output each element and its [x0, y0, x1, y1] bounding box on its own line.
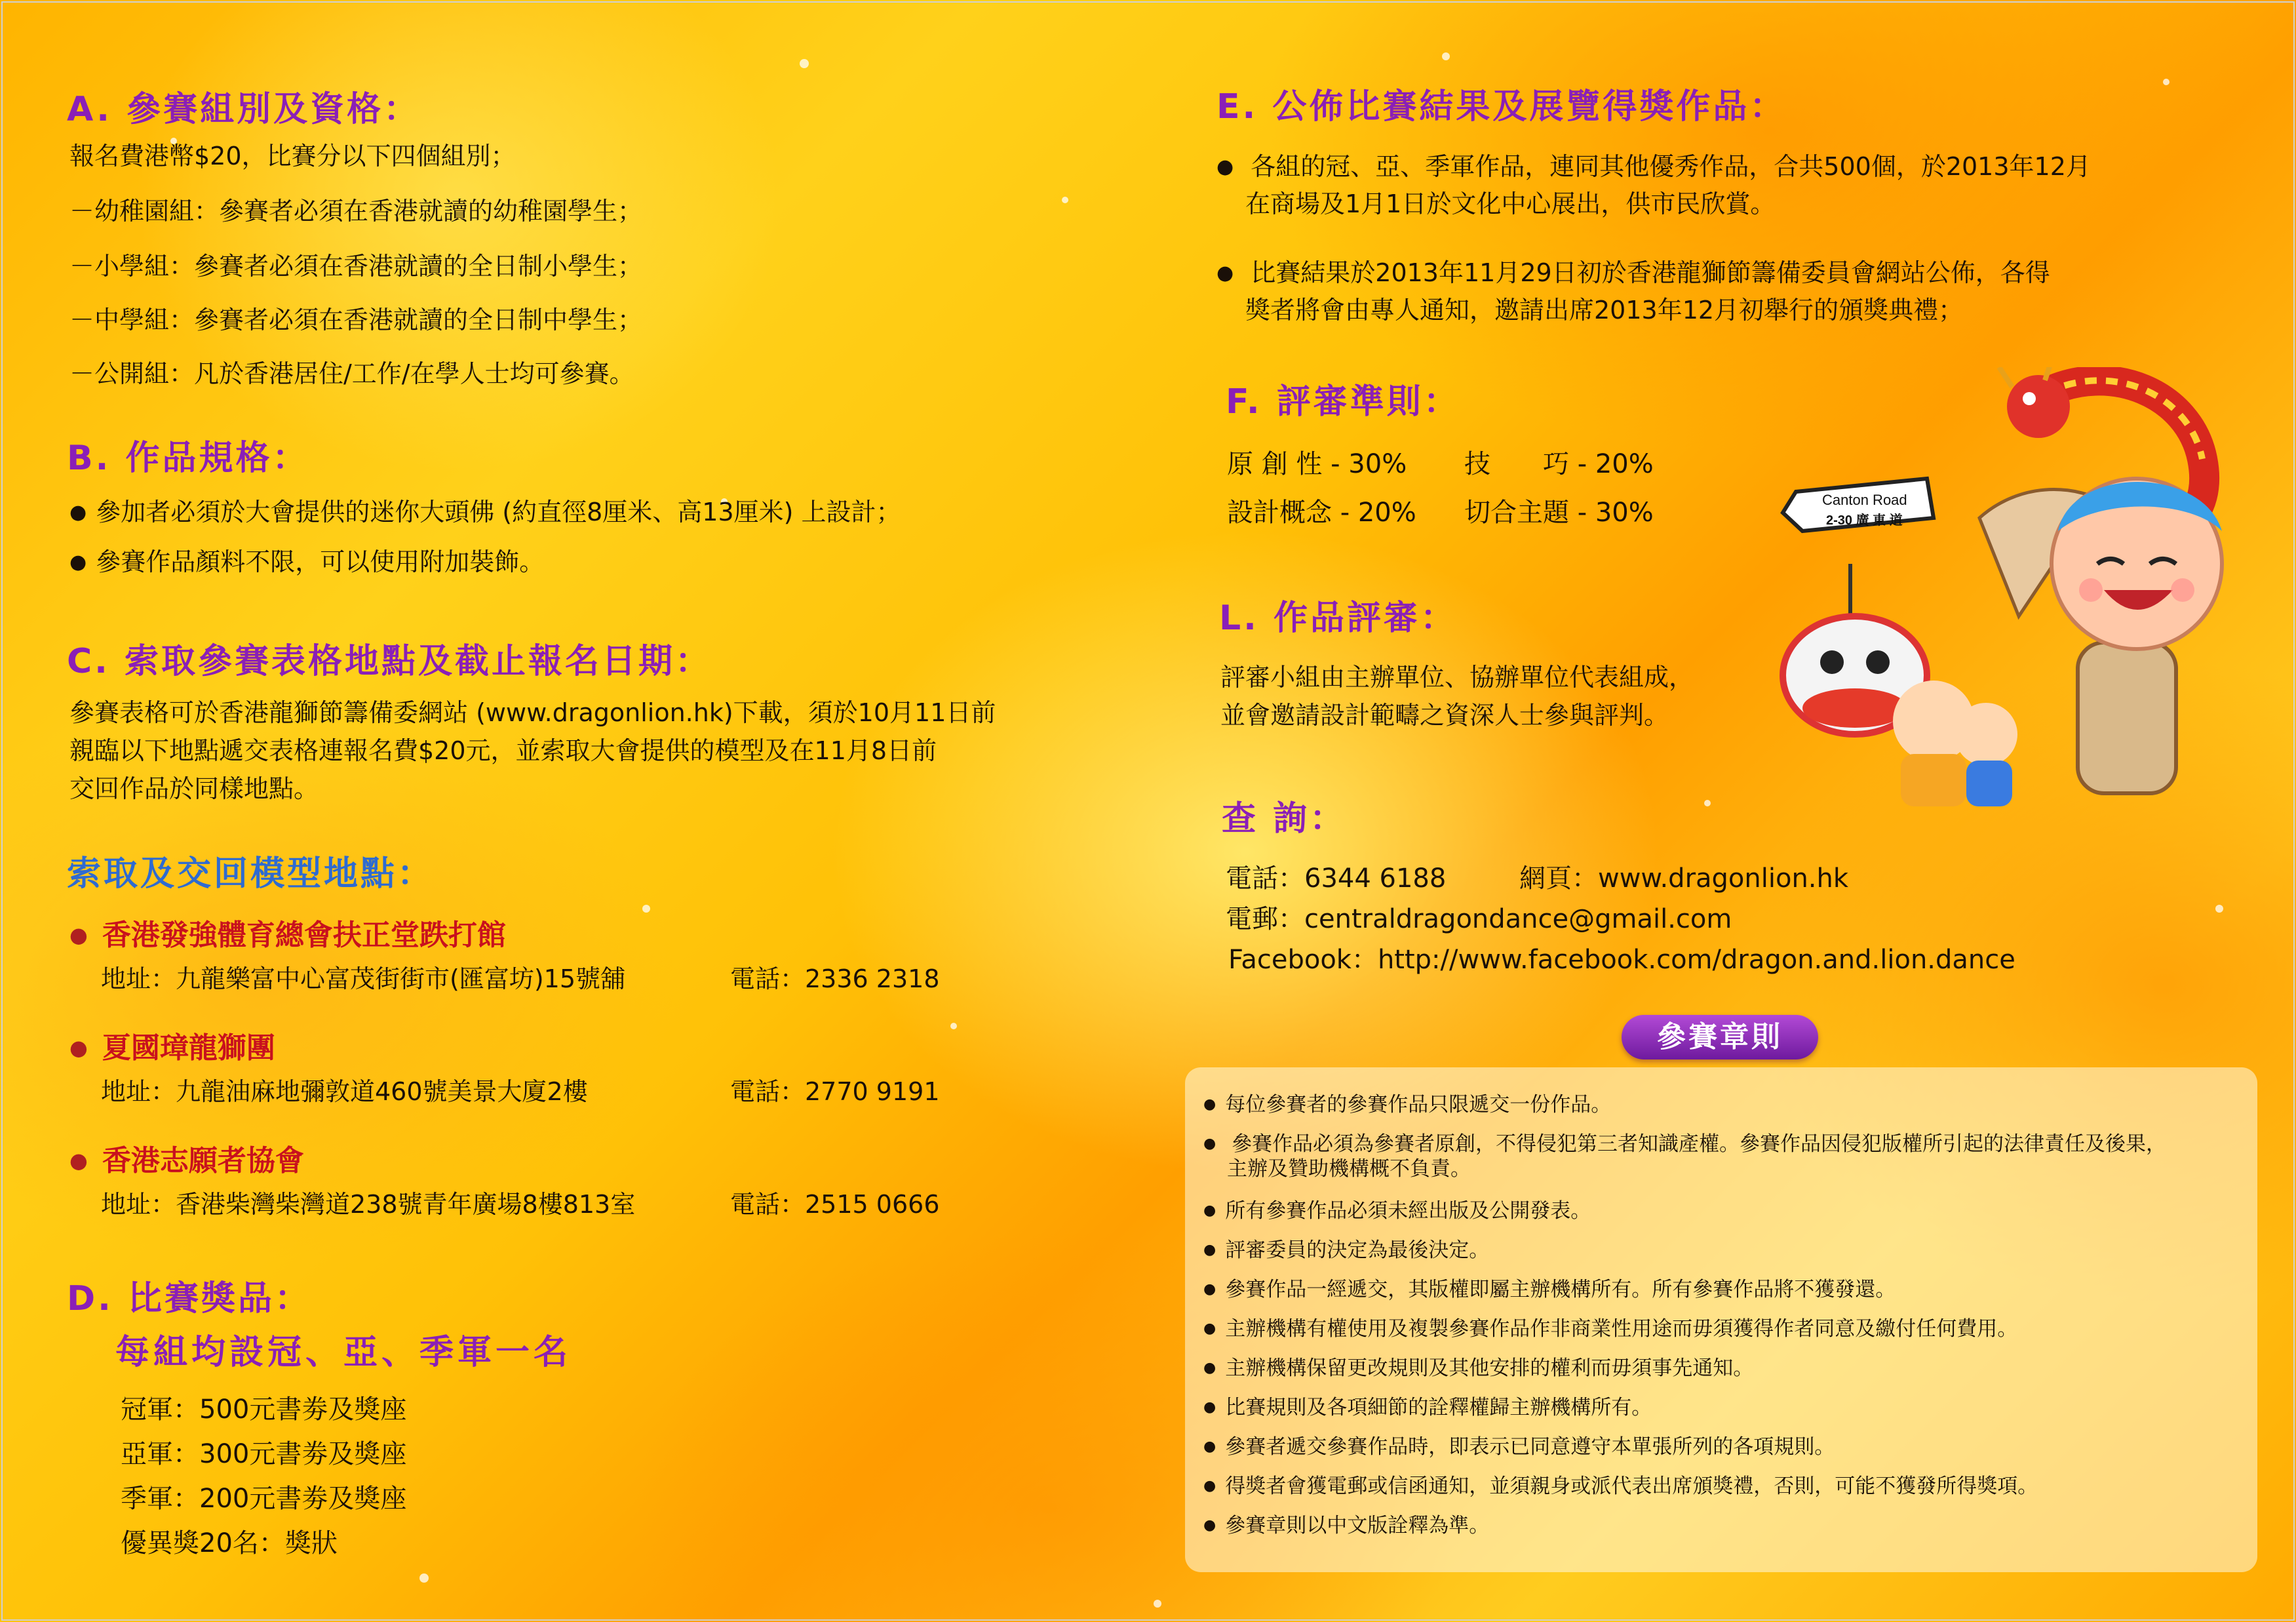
rule-item: ● 評審委員的決定為最後決定。 — [1203, 1238, 1489, 1263]
venue-details — [101, 1184, 940, 1220]
festival-illustration — [1770, 367, 2268, 826]
criterion: 原 創 性 - 30% — [1227, 449, 1407, 479]
child-illustration — [1893, 681, 2017, 806]
section-c-line: 參賽表格可於香港龍獅節籌備委網站 (www.dragonlion.hk)下載，須於10月11日前 — [69, 698, 996, 727]
section-l-line: 並會邀請設計範疇之資深人士參與評判。 — [1220, 701, 1669, 730]
section-l-heading: L. 作品評審： — [1219, 599, 1457, 638]
section-a-line: 報名費港幣$20，比賽分以下四個組別； — [69, 142, 516, 170]
enquiry-heading: 查 詢： — [1222, 799, 1347, 839]
section-a-line: －幼稚園組：參賽者必須在香港就讀的幼稚園學生； — [69, 197, 643, 226]
section-d-heading: D. 比賽獎品： — [67, 1279, 312, 1318]
venue-phone: 電話：2770 9191 — [730, 1077, 940, 1106]
prize-item: 優異獎20名：獎狀 — [121, 1528, 338, 1558]
rule-item: ● 主辦機構有權使用及複製參賽作品作非商業性用途而毋須獲得作者同意及繳付任何費用。 — [1203, 1316, 2017, 1341]
section-c-heading: C. 索取參賽表格地點及截止報名日期： — [67, 642, 712, 681]
venue-name: ● 夏國璋龍獅團 — [69, 1024, 275, 1066]
criterion: 設計概念 - 20% — [1227, 498, 1416, 528]
section-e-line: 在商場及1月1日於文化中心展出，供市民欣賞。 — [1245, 189, 1776, 218]
section-a-line: －小學組：參賽者必須在香港就讀的全日制小學生； — [69, 252, 643, 281]
rules-badge: 參賽章則 — [1622, 1015, 1818, 1059]
criterion: 技 巧 - 20% — [1464, 449, 1654, 479]
prize-item: 季軍：200元書劵及獎座 — [121, 1484, 407, 1514]
section-a-heading: A. 參賽組別及資格： — [67, 90, 421, 129]
section-l-line: 評審小組由主辦單位、協辦單位代表組成， — [1220, 663, 1694, 692]
section-a-line: －公開組：凡於香港居住/工作/在學人士均可參賽。 — [69, 359, 634, 388]
sign-chinese: 2-30 廣 東 道 — [1826, 513, 1903, 528]
enquiry-email-link[interactable]: 電郵：centraldragondance@gmail.com — [1226, 904, 1732, 934]
section-b-bullet: ● 參加者必須於大會提供的迷你大頭佛 (約直徑8厘米、高13厘米) 上設計； — [69, 492, 901, 528]
section-a-line: －中學組：參賽者必須在香港就讀的全日制中學生； — [69, 306, 643, 334]
rule-item: ● 參賽者遞交參賽作品時，即表示已同意遵守本單張所列的各項規則。 — [1203, 1434, 1835, 1459]
section-c-line: 親臨以下地點遞交表格連報名費$20元，並索取大會提供的模型及在11月8日前 — [69, 736, 937, 765]
section-f-heading: F. 評審準則： — [1226, 382, 1460, 422]
venue-address: 地址：九龍樂富中心富茂街街市(匯富坊)15號舖 — [101, 964, 626, 993]
section-e-line: 比賽結果於2013年11月29日初於香港龍獅節籌備委員會網站公佈，各得 — [1251, 258, 2050, 287]
venue-phone: 電話：2515 0666 — [730, 1190, 940, 1219]
rule-item: ● 所有參賽作品必須未經出版及公開發表。 — [1203, 1198, 1591, 1223]
enquiry-website-link[interactable]: 網頁：www.dragonlion.hk — [1519, 863, 1849, 894]
prize-item: 亞軍：300元書劵及獎座 — [121, 1439, 407, 1469]
venue-address: 地址：香港柴灣柴灣道238號青年廣場8樓813室 — [101, 1190, 636, 1219]
venue-name: ● 香港發強體育總會扶正堂跌打館 — [69, 911, 506, 953]
rule-item: ● 主辦機構保留更改規則及其他安排的權利而毋須事先通知。 — [1203, 1356, 1753, 1381]
section-c-line: 交回作品於同樣地點。 — [69, 774, 319, 803]
rule-line: 參賽作品必須為參賽者原創，不得侵犯第三者知識產權。參賽作品因侵犯版權所引起的法律責任及後果， — [1232, 1132, 2167, 1156]
sign-english: Canton Road — [1822, 492, 1907, 508]
venue-name: ● 香港志願者協會 — [69, 1137, 304, 1179]
rule-line: 主辦及贊助機構概不負責。 — [1227, 1157, 1471, 1181]
venue-details — [101, 1071, 940, 1107]
venues-heading: 索取及交回模型地點： — [67, 854, 435, 894]
venue-address: 地址：九龍油麻地彌敦道460號美景大廈2樓 — [101, 1077, 588, 1106]
section-e-line: 獎者將會由專人通知，邀請出席2013年12月初舉行的頒獎典禮； — [1245, 296, 1964, 325]
section-e-heading: E. 公佈比賽結果及展覽得獎作品： — [1216, 87, 1787, 127]
rule-item: ● 得獎者會獲電郵或信函通知，並須親身或派代表出席頒獎禮，否則，可能不獲發所得獎項。 — [1203, 1474, 2038, 1499]
rule-item: ● 參賽作品一經遞交，其版權即屬主辦機構所有。所有參賽作品將不獲發還。 — [1203, 1277, 1896, 1302]
rule-item — [1203, 1132, 2166, 1181]
enquiry-facebook-link[interactable]: Facebook：http://www.facebook.com/dragon.and.lion.dance — [1228, 945, 2015, 975]
prize-item: 冠軍：500元書劵及獎座 — [121, 1395, 407, 1425]
section-e-bullet — [1216, 148, 2091, 222]
venue-phone: 電話：2336 2318 — [730, 964, 940, 993]
rule-item: ● 參賽章則以中文版詮釋為準。 — [1203, 1513, 1489, 1538]
prize-subheading: 每組均設冠、亞、季軍一名 — [115, 1333, 572, 1372]
section-b-heading: B. 作品規格： — [67, 439, 309, 478]
big-head-buddha-illustration — [2052, 479, 2222, 793]
section-e-bullet — [1216, 254, 2050, 328]
section-b-bullet: ● 參賽作品顏料不限，可以使用附加裝飾。 — [69, 542, 544, 578]
criterion: 切合主題 - 30% — [1464, 498, 1654, 528]
rule-item: ● 比賽規則及各項細節的詮釋權歸主辦機構所有。 — [1203, 1395, 1652, 1420]
venue-details — [101, 959, 940, 995]
rule-item: ● 每位參賽者的參賽作品只限遞交一份作品。 — [1203, 1092, 1611, 1117]
section-e-line: 各組的冠、亞、季軍作品，連同其他優秀作品，合共500個，於2013年12月 — [1251, 152, 2091, 181]
enquiry-phone: 電話：6344 6188 — [1226, 863, 1447, 894]
